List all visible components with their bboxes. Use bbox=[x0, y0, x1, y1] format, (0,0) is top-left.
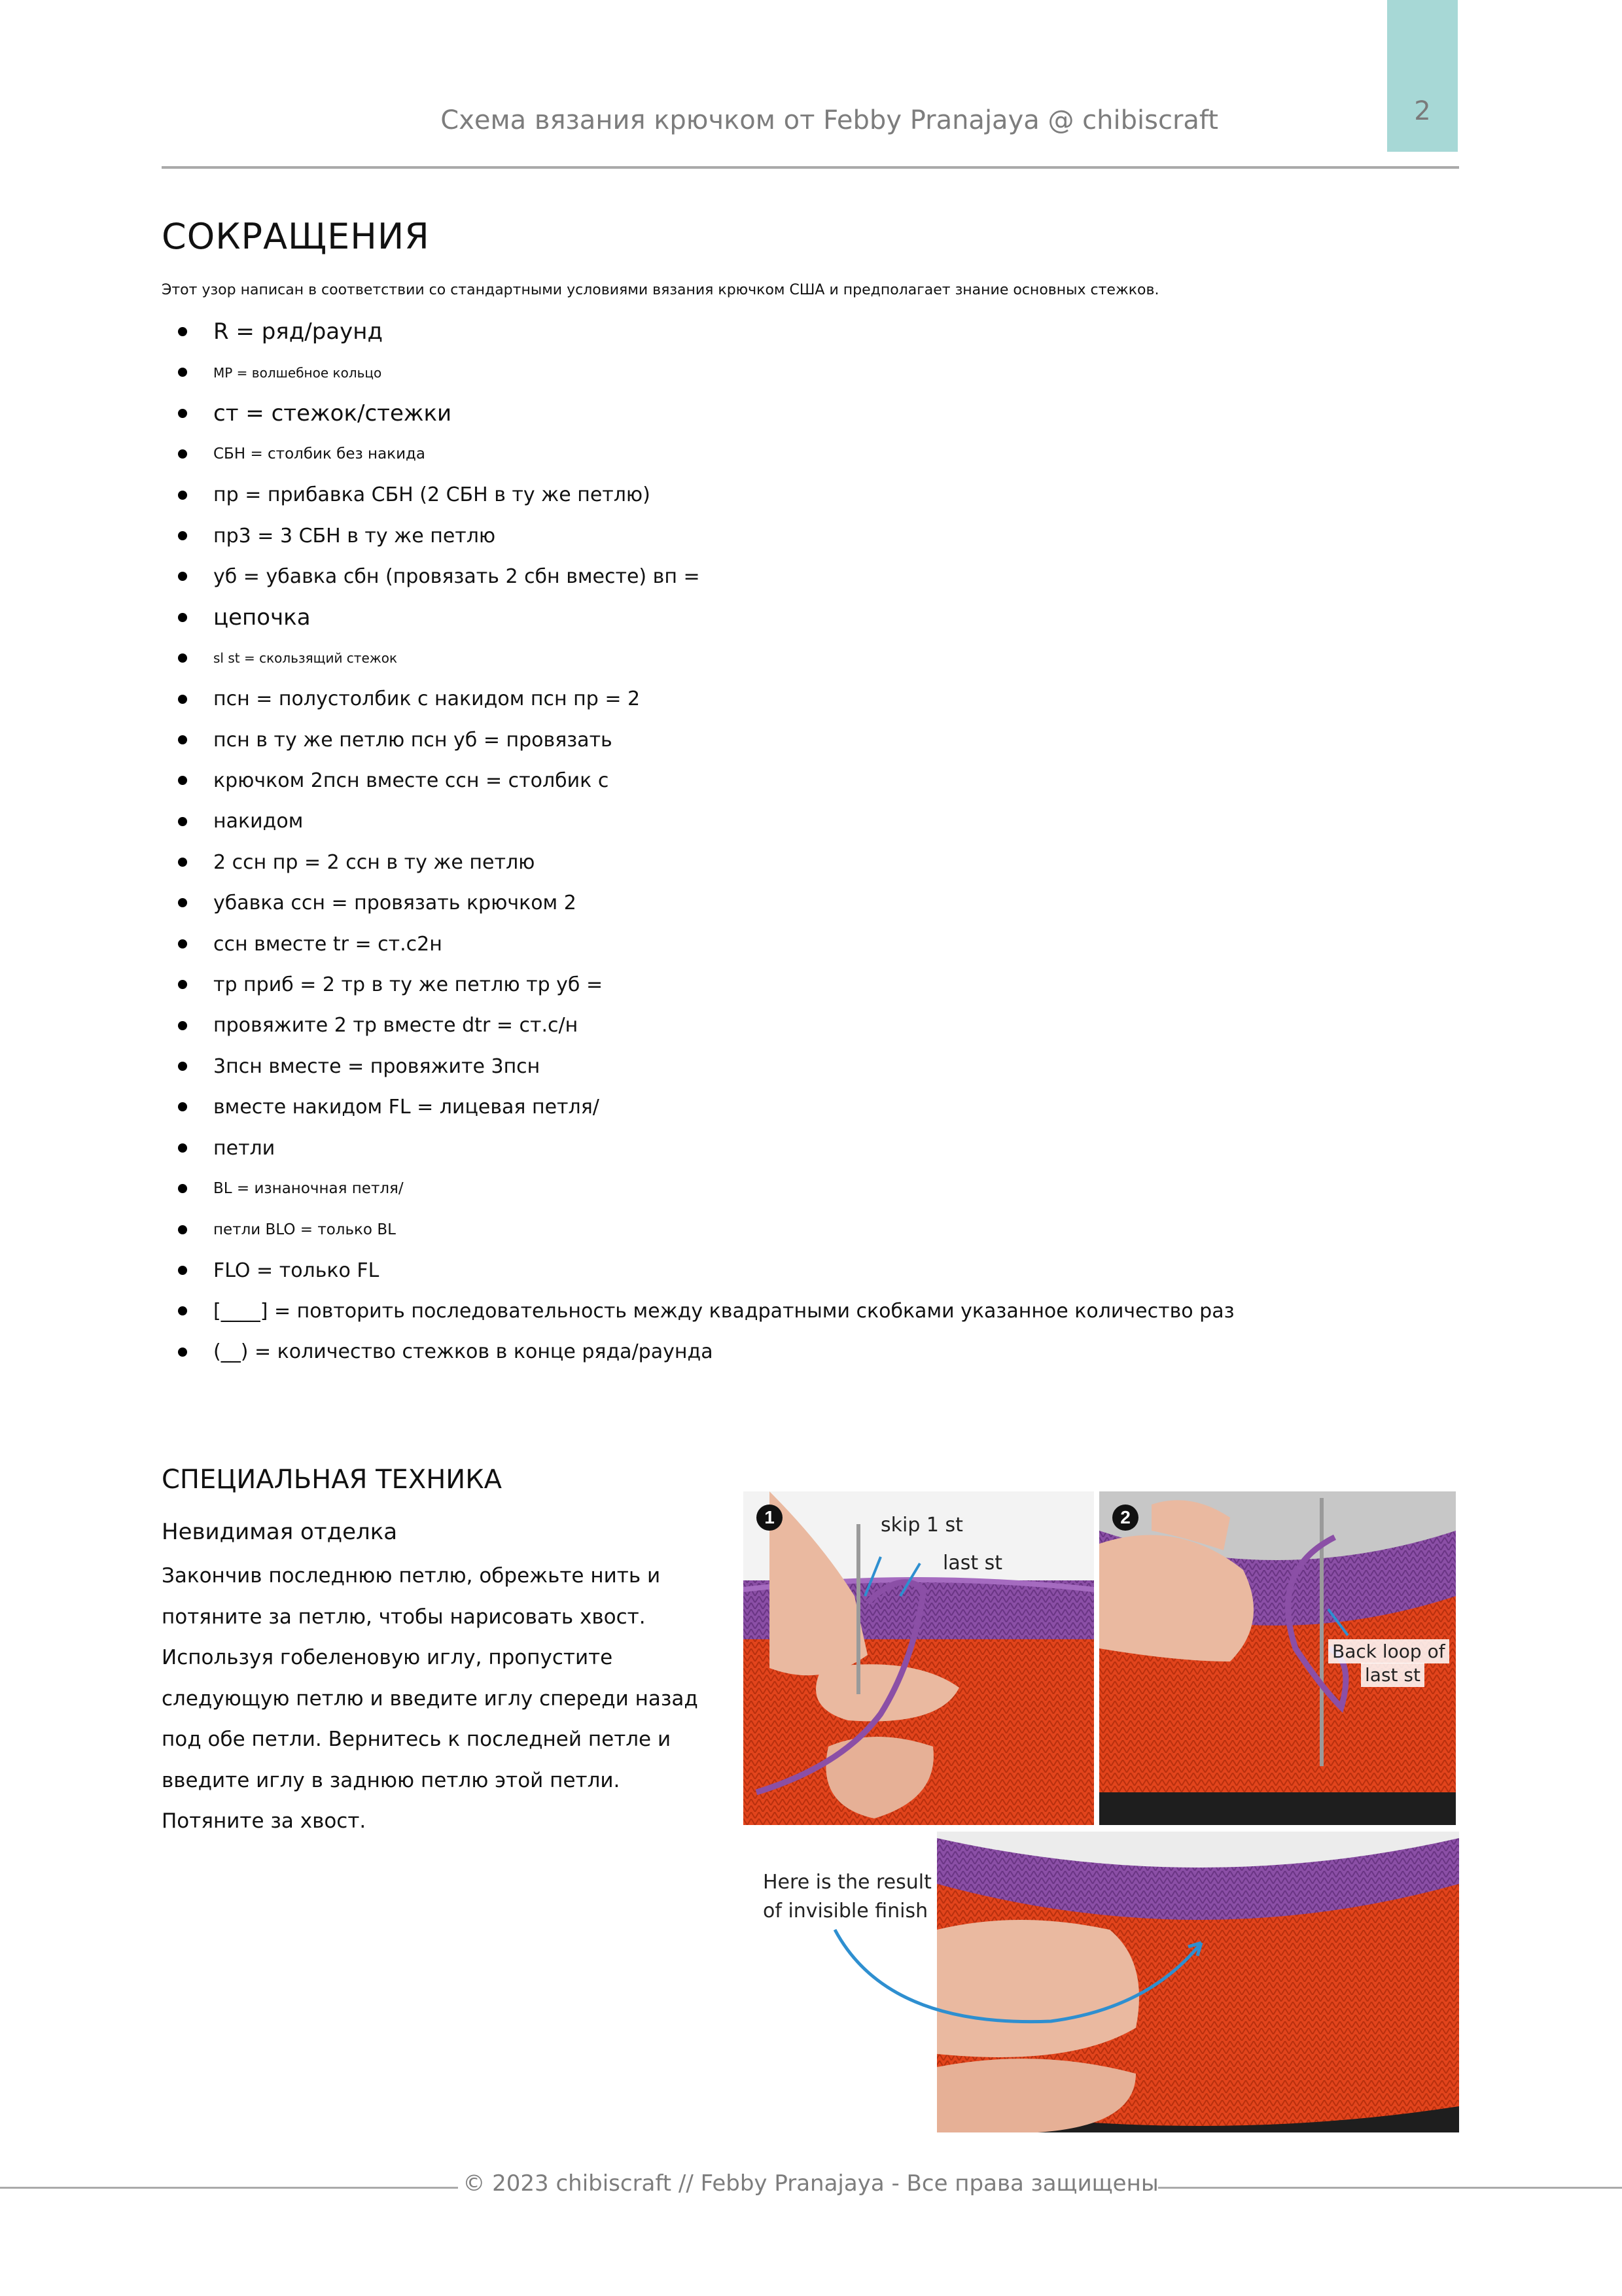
last-st-label: last st bbox=[943, 1552, 1003, 1574]
bullet-icon bbox=[178, 572, 187, 581]
photo-step-1 bbox=[743, 1491, 1094, 1825]
bullet-icon bbox=[178, 531, 187, 540]
back-loop-label-line1: Back loop of bbox=[1328, 1639, 1449, 1663]
list-item-text: MP = волшебное кольцо bbox=[213, 364, 382, 381]
list-item bbox=[177, 760, 1420, 801]
bullet-icon bbox=[178, 1184, 187, 1193]
page-number: 2 bbox=[1414, 96, 1431, 126]
step-1-badge: 1 bbox=[756, 1505, 783, 1531]
list-item-text: FLO = только FL bbox=[213, 1259, 379, 1282]
list-item bbox=[177, 964, 1420, 1005]
bullet-icon bbox=[178, 653, 187, 663]
list-item bbox=[177, 720, 1420, 760]
paragraph-line: Потяните за хвост. bbox=[162, 1809, 366, 1833]
bullet-icon bbox=[178, 1062, 187, 1071]
bullet-icon bbox=[178, 817, 187, 826]
list-item-text: вместе накидом FL = лицевая петля/ bbox=[213, 1096, 599, 1119]
photo-result bbox=[743, 1832, 1459, 2132]
list-item-text: ссн вместе tr = ст.с2н bbox=[213, 932, 442, 956]
list-item bbox=[177, 1005, 1420, 1046]
special-technique-heading: СПЕЦИАЛЬНАЯ ТЕХНИКА bbox=[162, 1465, 502, 1495]
bullet-icon bbox=[178, 1306, 187, 1315]
list-item-text: пр3 = 3 СБН в ту же петлю bbox=[213, 524, 496, 548]
header-divider bbox=[162, 166, 1459, 169]
bullet-icon bbox=[178, 491, 187, 500]
bullet-icon bbox=[178, 449, 187, 459]
paragraph-line: под обе петли. Вернитесь к последней петле и bbox=[162, 1728, 671, 1751]
result-label-line1: Here is the result bbox=[763, 1871, 932, 1894]
list-item bbox=[177, 1087, 1420, 1127]
back-loop-label-line2: last st bbox=[1361, 1663, 1424, 1687]
list-item-text: петли BLO = только BL bbox=[213, 1221, 396, 1238]
bullet-icon bbox=[178, 1021, 187, 1030]
bullet-icon bbox=[178, 368, 187, 377]
list-item-text: [____] = повторить последовательность между квадратными скобками указанное количество раз bbox=[213, 1300, 1235, 1323]
list-item bbox=[177, 1128, 1420, 1168]
abbreviations-intro: Этот узор написан в соответствии со стандартными условиями вязания крючком США и предполагает знание основных стежков. bbox=[162, 282, 1159, 298]
list-item-text: псн = полустолбик с накидом псн пр = 2 bbox=[213, 687, 641, 711]
paragraph-line: потяните за петлю, чтобы нарисовать хвост. bbox=[162, 1605, 646, 1629]
list-item bbox=[177, 1168, 1420, 1209]
list-item-text: цепочка bbox=[213, 604, 311, 631]
list-item-text: (__) = количество стежков в конце ряда/раунда bbox=[213, 1340, 713, 1364]
list-item-text: убавка ссн = провязать крючком 2 bbox=[213, 892, 576, 915]
paragraph-line: Закончив последнюю петлю, обрежьте нить и bbox=[162, 1564, 661, 1588]
bullet-icon bbox=[178, 735, 187, 744]
list-item-text: 2 ссн пр = 2 ссн в ту же петлю bbox=[213, 850, 535, 874]
list-item-text: накидом bbox=[213, 810, 304, 833]
footer-divider-left bbox=[0, 2187, 458, 2189]
list-item bbox=[177, 352, 1420, 392]
invisible-finish-subheading: Невидимая отделка bbox=[162, 1519, 398, 1545]
list-item-text: R = ряд/раунд bbox=[213, 319, 383, 345]
bullet-icon bbox=[178, 776, 187, 785]
result-label-line2: of invisible finish bbox=[763, 1900, 928, 1922]
list-item bbox=[177, 1046, 1420, 1087]
bullet-icon bbox=[178, 1225, 187, 1234]
skip-1-st-label: skip 1 st bbox=[881, 1514, 963, 1537]
step-2-badge: 2 bbox=[1112, 1505, 1138, 1531]
list-item bbox=[177, 597, 1420, 638]
list-item-text: пр = прибавка СБН (2 СБН в ту же петлю) bbox=[213, 483, 650, 507]
list-item bbox=[177, 1250, 1420, 1291]
bullet-icon bbox=[178, 898, 187, 907]
list-item-text: 3псн вместе = провяжите 3псн bbox=[213, 1054, 540, 1078]
list-item-text: СБН = столбик без накида bbox=[213, 445, 426, 463]
list-item bbox=[177, 515, 1420, 556]
bullet-icon bbox=[178, 1143, 187, 1153]
list-item-text: sl st = скользящий стежок bbox=[213, 650, 398, 667]
paragraph-line: Используя гобеленовую иглу, пропустите bbox=[162, 1646, 613, 1669]
list-item bbox=[177, 556, 1420, 597]
invisible-finish-instructions bbox=[162, 1556, 724, 1842]
bullet-icon bbox=[178, 613, 187, 622]
list-item bbox=[177, 882, 1420, 923]
bullet-icon bbox=[178, 1102, 187, 1111]
abbreviations-list bbox=[177, 311, 1420, 1372]
footer-copyright: © 2023 chibiscraft // Febby Pranajaya - Все права защищены bbox=[463, 2170, 1159, 2197]
paragraph-line: введите иглу в заднюю петлю этой петли. bbox=[162, 1768, 620, 1792]
page-tab bbox=[1387, 0, 1458, 152]
paragraph-line: следующую петлю и введите иглу спереди назад bbox=[162, 1686, 698, 1711]
bullet-icon bbox=[178, 1348, 187, 1357]
bullet-icon bbox=[178, 939, 187, 948]
list-item-text: тр приб = 2 тр в ту же петлю тр уб = bbox=[213, 973, 603, 996]
bullet-icon bbox=[178, 327, 187, 336]
list-item bbox=[177, 924, 1420, 964]
list-item-text: псн в ту же петлю псн уб = провязать bbox=[213, 728, 612, 752]
bullet-icon bbox=[178, 1266, 187, 1275]
list-item-text: уб = убавка сбн (провязать 2 сбн вместе) вп = bbox=[213, 565, 700, 589]
photo-step-2 bbox=[1099, 1491, 1456, 1825]
list-item bbox=[177, 1332, 1420, 1372]
list-item bbox=[177, 1291, 1420, 1331]
bullet-icon bbox=[178, 695, 187, 704]
footer-divider-right bbox=[1158, 2187, 1622, 2189]
list-item-text: ст = стежок/стежки bbox=[213, 400, 452, 426]
list-item bbox=[177, 1209, 1420, 1250]
list-item bbox=[177, 679, 1420, 720]
abbreviations-heading: СОКРАЩЕНИЯ bbox=[162, 216, 430, 257]
list-item bbox=[177, 801, 1420, 842]
list-item bbox=[177, 434, 1420, 474]
list-item bbox=[177, 842, 1420, 882]
header-title: Схема вязания крючком от Febby Pranajaya @ chibiscraft bbox=[440, 105, 1218, 135]
bullet-icon bbox=[178, 858, 187, 867]
list-item bbox=[177, 311, 1420, 352]
list-item bbox=[177, 638, 1420, 678]
list-item-text: провяжите 2 тр вместе dtr = ст.с/н bbox=[213, 1014, 578, 1037]
bullet-icon bbox=[178, 409, 187, 418]
list-item-text: BL = изнаночная петля/ bbox=[213, 1180, 404, 1198]
bullet-icon bbox=[178, 980, 187, 989]
list-item-text: крючком 2псн вместе ссн = столбик с bbox=[213, 769, 609, 792]
list-item bbox=[177, 393, 1420, 434]
list-item-text: петли bbox=[213, 1136, 275, 1160]
list-item bbox=[177, 475, 1420, 515]
